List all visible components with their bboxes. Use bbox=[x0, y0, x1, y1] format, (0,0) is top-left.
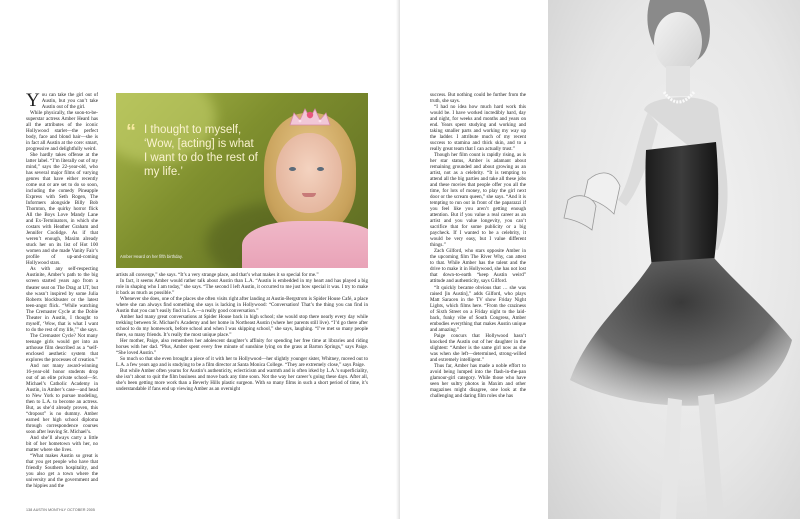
paragraph: And she’ll always carry a little bit of her hometown with her, no matter where she lives. bbox=[26, 434, 98, 453]
paragraph: Zach Gilford, who stars opposite Amber in the upcoming film The River Why, can attest to that. While Amber has the talent and the drive to make it in Hollywood, she has not lost that down-to-earth “keep Austin weird” attitude and authenticity, says Gilford. bbox=[430, 248, 526, 285]
paragraph: Her mother, Paige, also remembers her adolescent daughter’s affinity for spending her free time at libraries and riding horses with her dad. “Plus, Amber spent every free minute of sunshine lying on the grass at Barton Springs,” says Paige. “She loved Austin.” bbox=[116, 338, 368, 357]
girl-left-eye bbox=[289, 167, 296, 171]
article-column-1 bbox=[26, 92, 98, 504]
pull-quote-text: I thought to myself, ‘Wow, [acting] is what I want to do the rest of my life.’ bbox=[144, 124, 258, 178]
model-figure-illustration bbox=[548, 0, 800, 519]
lead-paragraph bbox=[26, 92, 98, 110]
paragraph: So much so that she even brought a piece of it with her to Hollywood—her slightly younger sister, Whitney, moved out to L.A. a few years ago and is studying to be a film director at Santa Monica College. “They are extremely close,” says Paige. bbox=[116, 356, 368, 369]
paragraph: “It quickly became obvious that … she was raised [in Austin],” adds Gilford, who plays Matt Saracen in the TV show Friday Night Lights, which films here. “From the craziness of Sixth Street on a Friday night to the laid-back, funky vibe of South Congress, Amber embodies everything that makes Austin unique and amazing.” bbox=[430, 284, 526, 333]
paragraph: “What makes Austin so great is that you get people who have that friendly Southern hospitality, and you also get a town where the university and the government and the hippies and the bbox=[26, 452, 98, 490]
paragraph: In fact, it seems Amber would rather talk about Austin than L.A. “Austin is embedded in my heart and has played a big role in shaping who I am today,” she says. “The second I left Austin, it occurred to me just how special it was. I try to make it back as much as possible.” bbox=[116, 278, 368, 297]
girl-face bbox=[276, 133, 342, 213]
paragraph: The Cremaster Cycle? Not many teenage girls would get into an arthouse film described as a “self-enclosed aesthetic system that explores the processes of creation.” bbox=[26, 332, 98, 363]
article-column-2 bbox=[116, 272, 368, 504]
paragraph: artists all converge,” she says. “It’s a very strange place, and that’s what makes it so special for me.” bbox=[116, 272, 319, 278]
paragraph: Thus far, Amber has made a noble effort to avoid being lumped into the flash-in-the-pan glamour-girl category. While those who have seen her sultry photos in Maxim and other magazines might disagree, one look at the challenging and daring film roles she has bbox=[430, 362, 526, 399]
paragraph: While physically, the soon-to-be-superstar actress Amber Heard has all the attributes of the iconic Hollywood starlet—the perfect body, face and blond hair—she is in fact all Austin at the core: smart, progressive and delightfully weird. bbox=[26, 110, 98, 153]
paragraph: Though her film count is rapidly rising, as is her star status, Amber is adamant about remaining grounded and about growing as an artist, not as a celebrity. “It is tempting to attend all the big parties and take all these jobs and these movies that people offer you all the time, for lots of money, to play the girl next door or the scream queen,” she says. “And it is tempting to run out in front of the paparazzi if you feel like you aren’t getting enough attention. But if you value a real career as an artist and you value longevity, you can’t sacrifice that for some publicity or a big paycheck. If I wanted to be a celebrity, it would be very easy, but I value different things.” bbox=[430, 152, 526, 249]
paragraph: But while Amber often yearns for Austin’s authenticity, eclecticism and warmth and is often irked by L.A.’s superficiality, she isn’t about to quit the film business and move back any time soon. Not the way her career’s going these days. After all, she’s been getting more work than a Beverly Hills plastic surgeon. With so many films in such a short period of time, it’s understandable if fans end up viewing Amber as an overnight bbox=[116, 368, 368, 393]
tiara-icon bbox=[288, 105, 332, 127]
folio-left: 138 AUSTIN MONTHLY OCTOBER 2005 bbox=[26, 508, 96, 512]
childhood-photo bbox=[116, 93, 368, 268]
girl-right-eye bbox=[317, 167, 324, 171]
girl-mouth bbox=[302, 193, 316, 197]
paragraph: And not many award-winning 16-year-old honor students drop out of an elite private school—St. Michael’s Catholic Academy in Austin, in Amber’s case—and head to New York to pursue modeling, then to L.A. to become an actress. But, as she’d already proven, this “dropout” is no dummy. Amber earned her high school diploma through correspondence courses soon after leaving St. Michael’s. bbox=[26, 362, 98, 435]
article-column-3 bbox=[430, 92, 526, 504]
model-photo bbox=[548, 0, 800, 519]
lead-paragraph-text: ou can take the girl out of Austin, but you can’t take Austin out of the girl. bbox=[41, 92, 98, 111]
paragraph: She hardly takes offense at the latter label. “I’m literally out of my mind,” says the 22-year-old, who has several major films of varying genres that have either recently come out or are set to do so soon, including the comedy Pineapple Express with Seth Rogen, The Informers alongside Billy Bob Thornton, the quirky horror flick All the Boys Love Mandy Lane and Ex-Terminators, in which she costars with Heather Graham and Jennifer Coolidge. As if that weren’t enough, Maxim already stuck her on its list of Hot 100 women and she made Vanity Fair’s profile of up-and-coming Hollywood stars. bbox=[26, 152, 98, 267]
drop-cap: Y bbox=[26, 92, 40, 111]
paragraph: Amber had many great conversations at Spider House back in high school; she would stop there nearly every day while trekking between St. Michael’s Academy and her home in Northeast Austin (where her parents still live). “I’d go there after school to do my homework, before school and when I was skipping school,” she says, laughing. “I’ve met so many people there, so many friends. It’s really the most unique place.” bbox=[116, 314, 368, 339]
paragraph: Whenever she does, one of the places she often visits right after landing at Austin-Bergstrom is Spider House Café, a place where she can always find something she says is lacking in Hollywood: “Conversation! That’s the thing you can find in Austin that you can’t easily find in L.A.—a really good conversation.” bbox=[116, 296, 368, 315]
paragraph: As with any self-respecting Austinite, Amber’s path to the big screen started years ago from a theater seat on The Drag at UT, but she wasn’t inspired by some Julia Roberts blockbuster or the latest teen-angst flick. “While watching The Cremaster Cycle at the Dobie Theater in Austin, I thought to myself, ‘Wow, that is what I want to do the rest of my life,’” she says. bbox=[26, 266, 98, 333]
paragraph: “I had no idea how much hard work this would be. I have worked incredibly hard, day and night, for weeks and months and years on end. Years spent studying and working and taking smaller parts and working my way up the ladder. I attribute much of my recent success to stamina and thick skin, and to a really great team that I can actually trust.” bbox=[430, 104, 526, 153]
quote-mark-icon: “ bbox=[126, 121, 136, 143]
girl-shirt bbox=[242, 221, 368, 268]
photo-caption: Amber Heard on her fifth birthday. bbox=[120, 254, 183, 259]
paragraph: Paige concurs that Hollywood hasn’t knocked the Austin out of her daughter in the slightest: “Amber is the same girl now as she was when she left—determined, strong-willed and extremely intelligent.” bbox=[430, 332, 526, 363]
paragraph: success. But nothing could be further from the truth, she says. bbox=[430, 92, 526, 105]
